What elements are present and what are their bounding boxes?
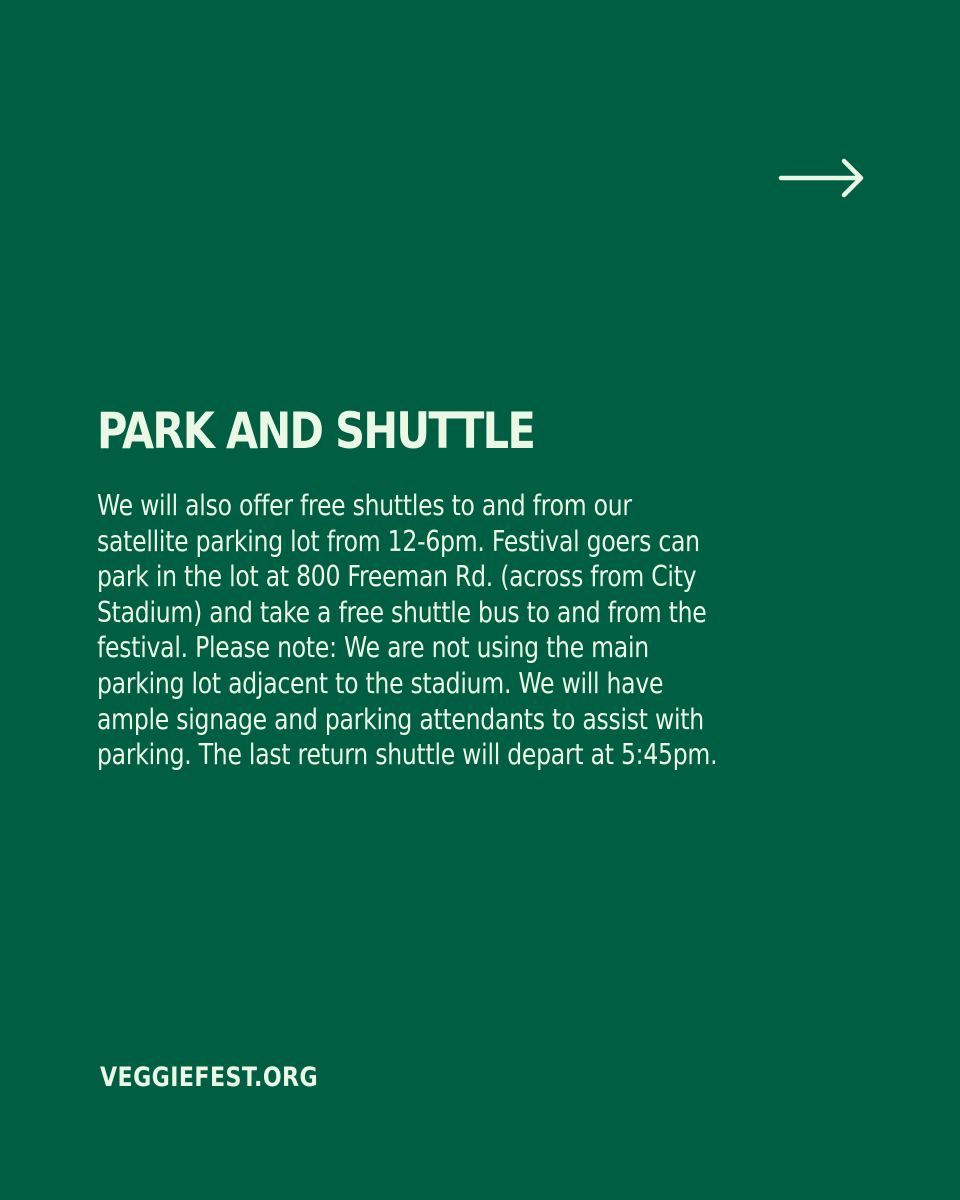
page-title: PARK AND SHUTTLE <box>97 402 535 460</box>
arrow-right-icon <box>778 155 866 201</box>
website-link[interactable]: VEGGIEFEST.ORG <box>100 1062 319 1093</box>
body-text: We will also offer free shuttles to and from our satellite parking lot from 12-6pm. Festival goers can park in the lot at 800 Freeman Rd. (across from City Stadium) and take a free shuttle bus to and from the festival. Please note: We are not using the main parking lot adjacent to the stadium. We will have ample signage and parking attendants to assist with parking. The last return shuttle will depart at 5:45pm. <box>97 489 718 772</box>
next-slide-button[interactable] <box>778 155 866 201</box>
